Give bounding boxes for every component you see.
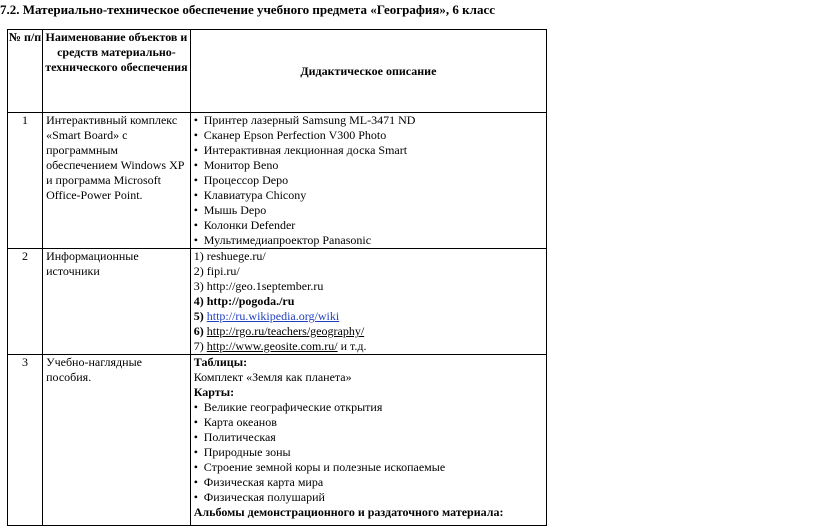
list-item: • Принтер лазерный Samsung ML-3471 ND xyxy=(194,113,543,128)
source-link: http://geo.1september.ru xyxy=(206,279,324,293)
list-item: • Карта океанов xyxy=(194,415,543,430)
list-item: • Клавиатура Chicony xyxy=(194,188,543,203)
list-item: • Физическая карта мира xyxy=(194,475,543,490)
list-item: • Сканер Epson Perfection V300 Photo xyxy=(194,128,543,143)
header-name: Наименование объектов и средств материально-технического обеспечения xyxy=(43,30,191,113)
page-title: 7.2. Материально-техническое обеспечение учебного предмета «География», 6 класс xyxy=(0,2,495,17)
source-line: 2) fipi.ru/ xyxy=(193,264,240,278)
list-item: • Мультимедиапроектор Panasonic xyxy=(194,233,543,248)
source-line: 5) http://ru.wikipedia.org/wiki xyxy=(193,309,340,323)
list-item: • Строение земной коры и полезные ископаемые xyxy=(194,460,543,475)
row-name: Информационные источники xyxy=(43,249,191,355)
table-row xyxy=(8,355,547,526)
row-num: 3 xyxy=(8,355,43,526)
wikipedia-link[interactable]: http://ru.wikipedia.org/wiki xyxy=(206,309,340,323)
list-item: • Процессор Depo xyxy=(194,173,543,188)
equipment-table xyxy=(7,29,547,526)
source-link: reshuege.ru/ xyxy=(206,249,266,263)
maps-label: Карты: xyxy=(193,385,235,399)
list-item: • Физическая полушарий xyxy=(194,490,543,505)
header-desc: Дидактическое описание xyxy=(190,30,546,113)
row-name: Интерактивный комплекс «Smart Board» с программным обеспечением Windows XP и программа Microsoft Office-Power Point. xyxy=(43,113,191,249)
tables-label: Таблицы: xyxy=(193,355,248,369)
row-desc xyxy=(190,113,546,249)
row-desc xyxy=(190,355,546,526)
list-item: • Великие географические открытия xyxy=(194,400,543,415)
list-item: • Колонки Defender xyxy=(194,218,543,233)
table-header-row xyxy=(8,30,547,113)
header-num: № п/п xyxy=(8,30,43,113)
source-link: fipi.ru/ xyxy=(206,264,240,278)
source-line: 3) http://geo.1september.ru xyxy=(193,279,324,293)
rgo-link[interactable]: http://rgo.ru/teachers/geography/ xyxy=(206,324,365,338)
source-link: http://pogoda./ru xyxy=(206,294,295,308)
table-row xyxy=(8,249,547,355)
row-num: 1 xyxy=(8,113,43,249)
source-line: 7) http://www.geosite.com.ru/ и т.д. xyxy=(193,339,367,353)
complect-line: Комплект «Земля как планета» xyxy=(193,370,352,384)
row-desc xyxy=(190,249,546,355)
list-item: • Монитор Beno xyxy=(194,158,543,173)
geosite-link[interactable]: http://www.geosite.com.ru/ xyxy=(206,339,338,353)
list-item: • Интерактивная лекционная доска Smart xyxy=(194,143,543,158)
source-line: 6) http://rgo.ru/teachers/geography/ xyxy=(193,324,365,338)
row-num: 2 xyxy=(8,249,43,355)
source-line: 4) http://pogoda./ru xyxy=(193,294,295,308)
list-item: • Мышь Depo xyxy=(194,203,543,218)
list-item: • Политическая xyxy=(194,430,543,445)
equipment-list xyxy=(194,113,543,248)
source-line: 1) reshuege.ru/ xyxy=(193,249,266,263)
row-name: Учебно-наглядные пособия. xyxy=(43,355,191,526)
list-item: • Природные зоны xyxy=(194,445,543,460)
maps-list xyxy=(194,400,543,505)
table-row xyxy=(8,113,547,249)
albums-label: Альбомы демонстрационного и раздаточного материала: xyxy=(193,505,504,519)
